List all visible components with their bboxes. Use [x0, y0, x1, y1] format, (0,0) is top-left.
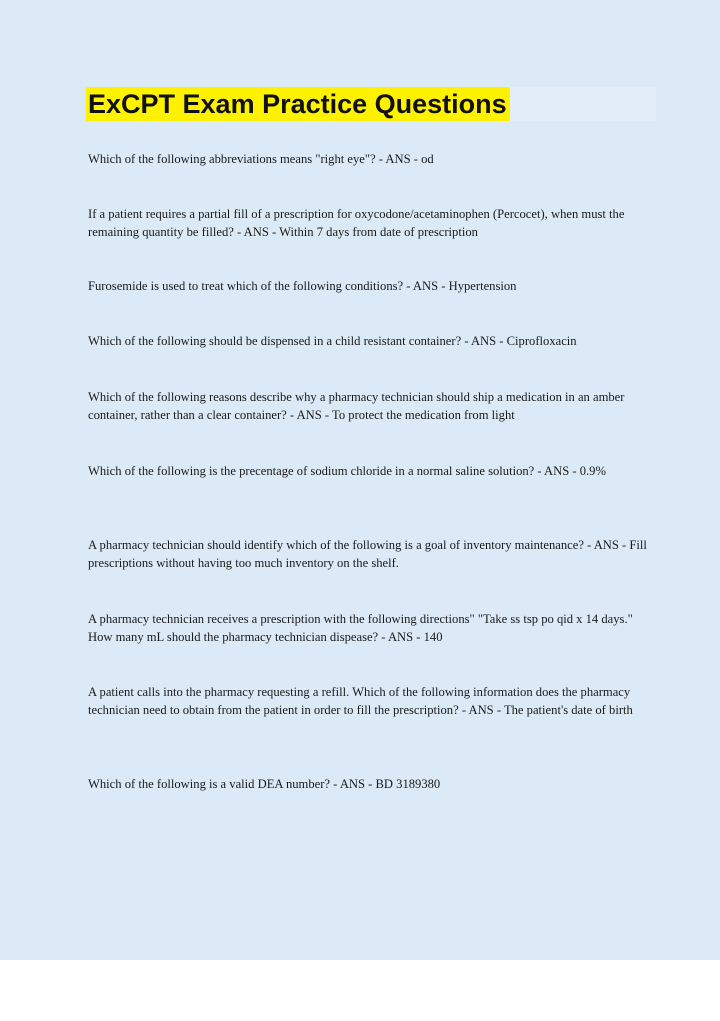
question-5: Which of the following reasons describe why a pharmacy technician should ship a medication in an amber container, rather than a clear container? - ANS - To protect the medication from light: [88, 390, 625, 422]
page-title: ExCPT Exam Practice Questions: [86, 87, 510, 121]
question-8: A pharmacy technician receives a prescription with the following directions" "Take ss tsp po qid x 14 days." How many mL should the pharmacy technician dispease? - ANS - 140: [88, 612, 633, 644]
question-9: A patient calls into the pharmacy requesting a refill. Which of the following information does the pharmacy technician need to obtain from the patient in order to fill the prescription? - ANS - The patient's date of birth: [88, 685, 633, 717]
question-3: Furosemide is used to treat which of the following conditions? - ANS - Hypertension: [88, 279, 517, 293]
question-4: Which of the following should be dispensed in a child resistant container? - ANS - Ciprofloxacin: [88, 334, 577, 348]
question-10: Which of the following is a valid DEA number? - ANS - BD 3189380: [88, 777, 441, 791]
question-6: Which of the following is the precentage of sodium chloride in a normal saline solution? - ANS - 0.9%: [88, 464, 606, 478]
question-7: A pharmacy technician should identify which of the following is a goal of inventory maintenance? - ANS - Fill prescriptions without having too much inventory on the shelf.: [88, 538, 647, 570]
question-1: Which of the following abbreviations means "right eye"? - ANS - od: [88, 152, 434, 166]
question-2: If a patient requires a partial fill of a prescription for oxycodone/acetaminophen (Percocet), when must the remaining quantity be filled? - ANS - Within 7 days from date of prescription: [88, 207, 625, 239]
title-bar: [86, 87, 656, 121]
